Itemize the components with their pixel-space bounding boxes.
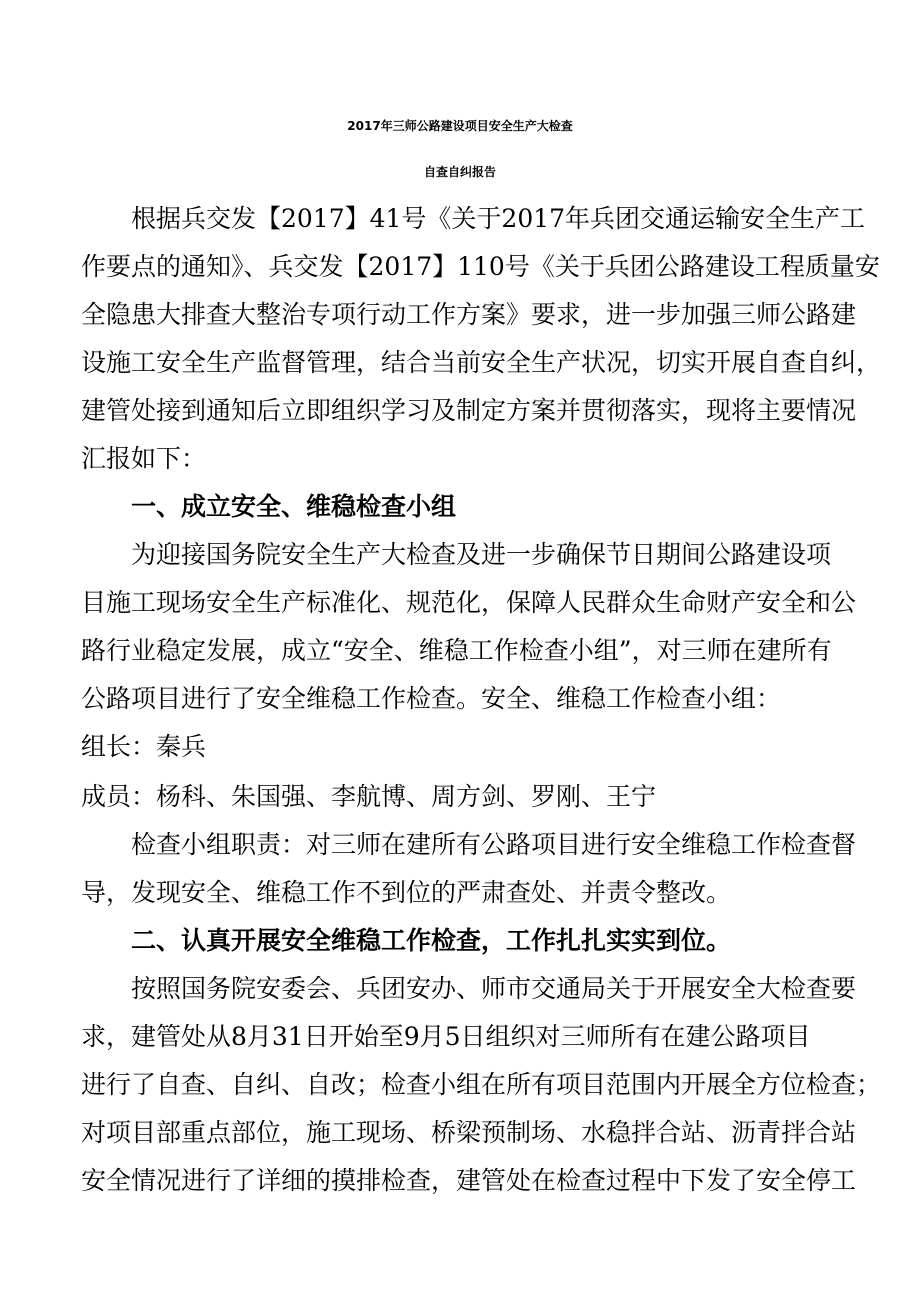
group-members: 成员：杨科、朱国强、李航博、周方剑、罗刚、王宁: [81, 782, 657, 811]
section-heading-2: 二、认真开展安全维稳工作检查，工作扎扎实实到位。: [131, 926, 732, 955]
group-leader: 组长：秦兵: [81, 732, 207, 761]
section2-line: 对项目部重点部位，施工现场、桥梁预制场、水稳拌合站、沥青拌合站: [81, 1118, 857, 1147]
section1-line: 为迎接国务院安全生产大检查及进一步确保节日期间公路建设项: [131, 540, 832, 569]
duty-line: 导，发现安全、维稳工作不到位的严肃查处、并责令整改。: [81, 878, 732, 907]
intro-line: 汇报如下：: [81, 444, 207, 473]
section2-line: 求，建管处从8月31日开始至9月5日组织对三师所有在建公路项目: [81, 1022, 811, 1051]
intro-line: 根据兵交发【2017】41号《关于2017年兵团交通运输安全生产工: [131, 204, 866, 233]
intro-line: 设施工安全生产监督管理，结合当前安全生产状况，切实开展自查自纠，: [81, 348, 882, 377]
intro-line: 建管处接到通知后立即组织学习及制定方案并贯彻落实，现将主要情况: [81, 396, 857, 425]
section-heading-1: 一、成立安全、维稳检查小组: [131, 492, 457, 521]
intro-line: 全隐患大排查大整治专项行动工作方案》要求，进一步加强三师公路建: [81, 300, 857, 329]
section1-line: 目施工现场安全生产标准化、规范化，保障人民群众生命财产安全和公: [81, 588, 857, 617]
section1-line: 公路项目进行了安全维稳工作检查。安全、维稳工作检查小组：: [81, 684, 782, 713]
intro-line: 作要点的通知》、兵交发【2017】110号《关于兵团公路建设工程质量安: [81, 252, 880, 281]
document-subtitle: 自查自纠报告: [423, 165, 496, 179]
document-title: 2017年三师公路建设项目安全生产大检查: [347, 119, 573, 133]
section1-line: 路行业稳定发展，成立“安全、维稳工作检查小组”，对三师在建所有: [81, 636, 832, 665]
section2-line: 进行了自查、自纠、自改；检查小组在所有项目范围内开展全方位检查；: [81, 1070, 882, 1099]
section2-line: 安全情况进行了详细的摸排检查，建管处在检查过程中下发了安全停工: [81, 1166, 857, 1195]
duty-line: 检查小组职责：对三师在建所有公路项目进行安全维稳工作检查督: [131, 830, 857, 859]
section2-line: 按照国务院安委会、兵团安办、师市交通局关于开展安全大检查要: [131, 974, 857, 1003]
